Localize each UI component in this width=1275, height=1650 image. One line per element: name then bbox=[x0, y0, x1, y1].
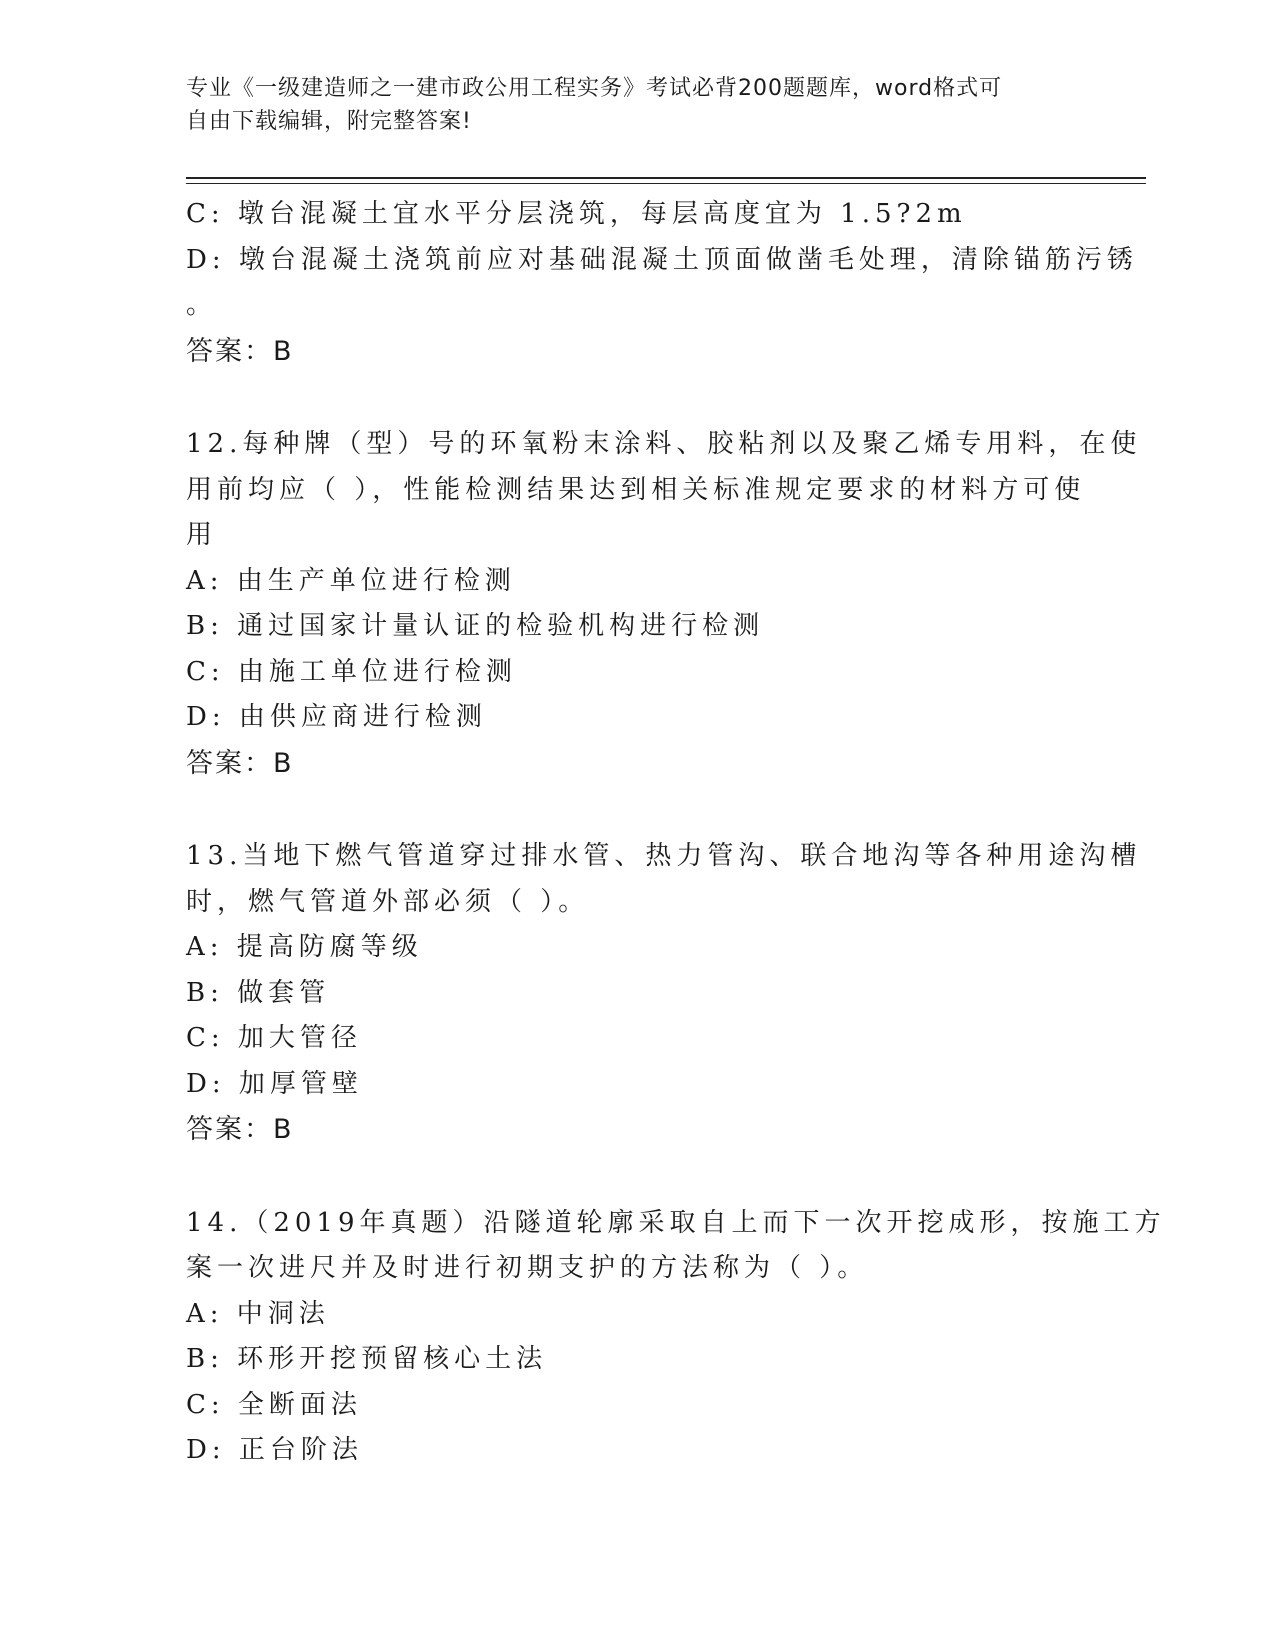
question-stem: 13.当地下燃气管道穿过排水管、热力管沟、联合地沟等各种用途沟槽 bbox=[186, 841, 1142, 871]
spacer bbox=[186, 374, 1086, 422]
header-divider-thin bbox=[186, 183, 1146, 184]
option-d-continuation: 。 bbox=[186, 290, 218, 320]
question-stem: 用 bbox=[186, 520, 218, 550]
document-header bbox=[186, 72, 1086, 138]
option-d: D: 墩台混凝土浇筑前应对基础混凝土顶面做凿毛处理，清除锚筋污锈 bbox=[186, 244, 1138, 275]
answer-line: 答案：B bbox=[186, 335, 294, 367]
question-stem: 案一次进尺并及时进行初期支护的方法称为（ ）。 bbox=[186, 1253, 869, 1283]
spacer bbox=[186, 786, 1086, 834]
option-c: C: 加大管径 bbox=[186, 1023, 362, 1053]
option-b: B: 做套管 bbox=[186, 977, 331, 1008]
question-stem: 14.（2019年真题）沿隧道轮廓采取自上而下一次开挖成形，按施工方 bbox=[186, 1207, 1166, 1238]
option-d: D: 正台阶法 bbox=[186, 1435, 363, 1465]
answer-line: 答案：B bbox=[186, 1114, 294, 1145]
option-b: B: 环形开挖预留核心土法 bbox=[186, 1344, 548, 1374]
question-14 bbox=[186, 1201, 1166, 1474]
answer-line: 答案：B bbox=[186, 747, 294, 779]
option-c: C: 全断面法 bbox=[186, 1389, 362, 1420]
option-c: C: 由施工单位进行检测 bbox=[186, 656, 517, 687]
question-11-tail bbox=[186, 192, 1138, 374]
question-13 bbox=[186, 834, 1142, 1153]
option-b: B: 通过国家计量认证的检验机构进行检测 bbox=[186, 611, 765, 641]
header-title-line-2: 自由下载编辑，附完整答案! bbox=[186, 109, 472, 134]
option-a: A: 提高防腐等级 bbox=[186, 932, 423, 962]
option-c: C: 墩台混凝土宜水平分层浇筑，每层高度宜为 1.5?2m bbox=[186, 199, 967, 229]
option-a: A: 由生产单位进行检测 bbox=[186, 565, 516, 596]
option-d: D: 由供应商进行检测 bbox=[186, 702, 487, 732]
question-stem: 用前均应（ ），性能检测结果达到相关标准规定要求的材料方可使 bbox=[186, 474, 1086, 505]
header-title-line-1: 专业《一级建造师之一建市政公用工程实务》考试必背200题题库，word格式可 bbox=[186, 76, 1003, 101]
option-a: A: 中洞法 bbox=[186, 1298, 330, 1329]
header-divider-thick bbox=[186, 177, 1146, 179]
document-body bbox=[186, 192, 1166, 1474]
question-12 bbox=[186, 422, 1142, 786]
option-d: D: 加厚管壁 bbox=[186, 1068, 363, 1099]
question-stem: 时，燃气管道外部必须（ ）。 bbox=[186, 886, 590, 917]
spacer bbox=[186, 1153, 1086, 1201]
question-stem: 12.每种牌（型）号的环氧粉末涂料、胶粘剂以及聚乙烯专用料，在使 bbox=[186, 429, 1142, 459]
